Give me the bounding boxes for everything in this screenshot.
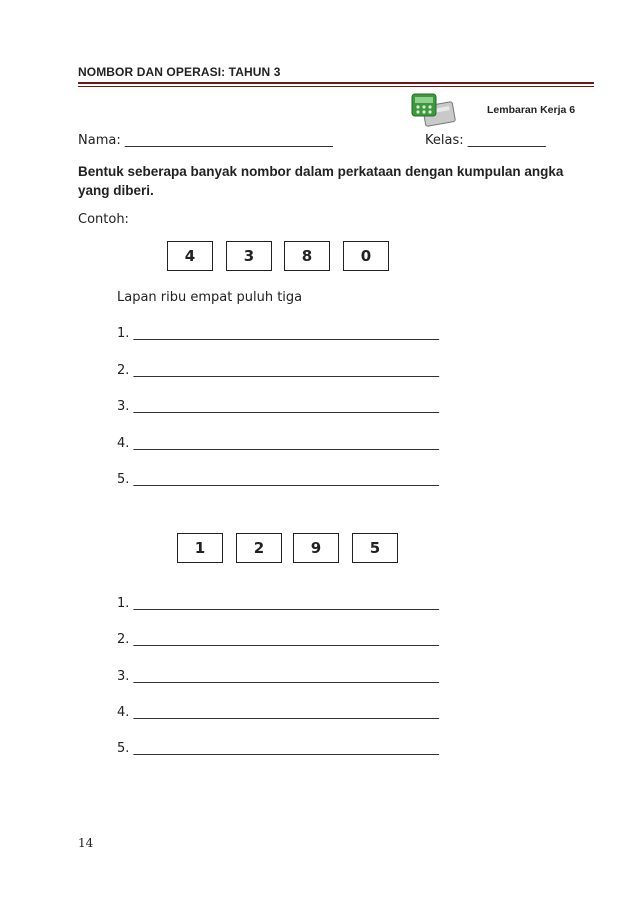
name-blank: ________________________________ xyxy=(124,133,333,148)
digit-box: 9 xyxy=(293,533,339,563)
answer-blank: _______________________________________________ xyxy=(133,399,440,414)
answer-number: 2. xyxy=(117,363,130,378)
answer-blank: _______________________________________________ xyxy=(133,472,440,487)
digit-box: 3 xyxy=(226,241,272,271)
worksheet-number: Lembaran Kerja 6 xyxy=(487,104,576,116)
worksheet-topic: NOMBOR DAN OPERASI: TAHUN 3 xyxy=(78,65,281,79)
answer-blank: _______________________________________________ xyxy=(133,326,440,341)
name-label: Nama: xyxy=(78,133,121,148)
header-divider xyxy=(78,82,594,87)
answer-number: 5. xyxy=(117,741,130,756)
answer-line[interactable] xyxy=(117,741,439,756)
class-label: Kelas: xyxy=(425,133,464,148)
answer-line[interactable] xyxy=(117,399,439,414)
digit-box: 1 xyxy=(177,533,223,563)
answer-number: 4. xyxy=(117,436,130,451)
answer-number: 1. xyxy=(117,326,130,341)
answer-number: 3. xyxy=(117,399,130,414)
answer-line[interactable] xyxy=(117,705,439,720)
digit-box: 5 xyxy=(352,533,398,563)
answer-blank: _______________________________________________ xyxy=(133,741,440,756)
answer-blank: _______________________________________________ xyxy=(133,632,440,647)
answer-number: 1. xyxy=(117,596,130,611)
answer-line[interactable] xyxy=(117,596,439,611)
answer-line[interactable] xyxy=(117,436,439,451)
answer-line[interactable] xyxy=(117,326,439,341)
digit-box: 2 xyxy=(236,533,282,563)
answer-line[interactable] xyxy=(117,669,439,684)
answer-blank: _______________________________________________ xyxy=(133,669,440,684)
answer-number: 3. xyxy=(117,669,130,684)
answer-line[interactable] xyxy=(117,363,439,378)
digit-box: 8 xyxy=(284,241,330,271)
name-field[interactable] xyxy=(78,133,333,148)
class-blank: ____________ xyxy=(467,133,546,148)
answer-blank: _______________________________________________ xyxy=(133,705,440,720)
answer-number: 4. xyxy=(117,705,130,720)
digit-box: 0 xyxy=(343,241,389,271)
calculator-ruler-icon xyxy=(410,92,456,128)
answer-line[interactable] xyxy=(117,632,439,647)
answer-blank: _______________________________________________ xyxy=(133,436,440,451)
answer-blank: _______________________________________________ xyxy=(133,596,440,611)
answer-line[interactable] xyxy=(117,472,439,487)
page-number: 14 xyxy=(78,836,94,850)
example-answer: Lapan ribu empat puluh tiga xyxy=(117,290,303,305)
example-label: Contoh: xyxy=(78,212,129,227)
class-field[interactable] xyxy=(425,133,546,148)
answer-number: 2. xyxy=(117,632,130,647)
answer-blank: _______________________________________________ xyxy=(133,363,440,378)
digit-box: 4 xyxy=(167,241,213,271)
answer-number: 5. xyxy=(117,472,130,487)
instruction-text: Bentuk seberapa banyak nombor dalam perkataan dengan kumpulan angka yang diberi. xyxy=(78,164,564,198)
